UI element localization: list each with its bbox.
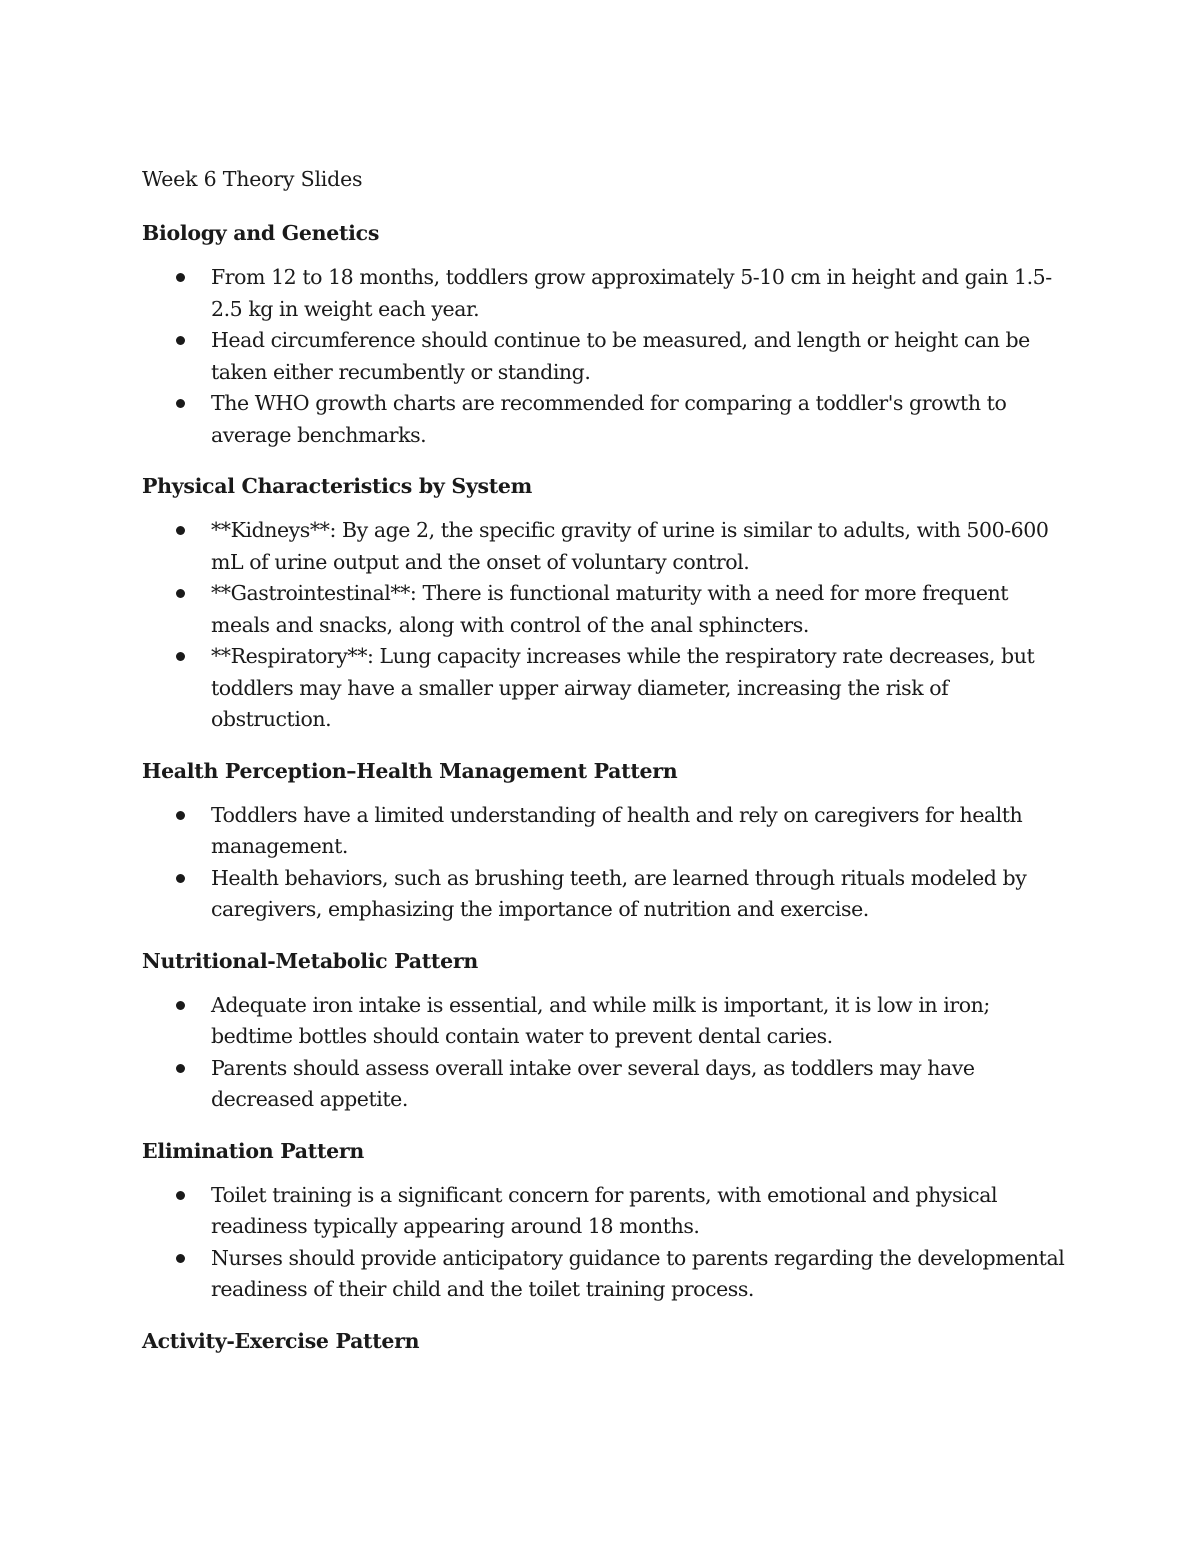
bullet-icon [176, 399, 185, 408]
section-heading: Elimination Pattern [142, 1138, 364, 1163]
bullet-icon [176, 1254, 185, 1263]
list-item-text: **Respiratory**: Lung capacity increases while the respiratory rate decreases, but toddlers may have a smaller upper airway diameter, increasing the risk of obstruction. [211, 644, 1035, 731]
section-physical-characteristics [142, 471, 1067, 736]
bullet-list [142, 262, 1067, 451]
bullet-icon [176, 336, 185, 345]
list-item [211, 262, 1067, 325]
bullet-icon [176, 589, 185, 598]
bullet-icon [176, 652, 185, 661]
section-elimination [142, 1136, 1067, 1306]
bullet-list [142, 1180, 1067, 1306]
bullet-icon [176, 874, 185, 883]
list-item [211, 1053, 1067, 1116]
list-item-text: Health behaviors, such as brushing teeth, are learned through rituals modeled by caregivers, emphasizing the importance of nutrition and exercise. [211, 865, 1027, 921]
bullet-list [142, 990, 1067, 1116]
list-item-text: Toilet training is a significant concern for parents, with emotional and physical readiness typically appearing around 18 months. [211, 1182, 998, 1238]
section-heading: Activity-Exercise Pattern [142, 1328, 420, 1353]
section-heading: Nutritional-Metabolic Pattern [142, 948, 478, 973]
section-biology-genetics [142, 218, 1067, 451]
bullet-icon [176, 526, 185, 535]
list-item [211, 1180, 1067, 1243]
bullet-icon [176, 1064, 185, 1073]
bullet-list [142, 515, 1067, 736]
section-activity-exercise [142, 1326, 1067, 1356]
list-item [211, 578, 1067, 641]
list-item-text: **Gastrointestinal**: There is functional maturity with a need for more frequent meals and snacks, along with control of the anal sphincters. [211, 581, 1009, 637]
document-page [142, 164, 1067, 1376]
bullet-list [142, 800, 1067, 926]
list-item [211, 515, 1067, 578]
list-item-text: **Kidneys**: By age 2, the specific gravity of urine is similar to adults, with 500-600 mL of urine output and the onset of voluntary control. [211, 518, 1049, 574]
list-item-text: Head circumference should continue to be measured, and length or height can be taken either recumbently or standing. [211, 328, 1030, 384]
section-heading: Physical Characteristics by System [142, 474, 533, 498]
section-heading: Health Perception–Health Management Pattern [142, 758, 678, 783]
bullet-icon [176, 811, 185, 820]
list-item [211, 990, 1067, 1053]
list-item [211, 388, 1067, 451]
document-title: Week 6 Theory Slides [142, 167, 363, 191]
list-item-text: The WHO growth charts are recommended for comparing a toddler's growth to average benchmarks. [211, 391, 1007, 447]
list-item-text: Adequate iron intake is essential, and while milk is important, it is low in iron; bedtime bottles should contain water to prevent dental caries. [211, 992, 990, 1048]
bullet-icon [176, 1001, 185, 1010]
list-item [211, 863, 1067, 926]
section-nutritional-metabolic [142, 946, 1067, 1116]
bullet-icon [176, 273, 185, 282]
list-item [211, 1243, 1067, 1306]
list-item [211, 800, 1067, 863]
list-item [211, 325, 1067, 388]
bullet-icon [176, 1191, 185, 1200]
section-heading: Biology and Genetics [142, 221, 380, 245]
list-item-text: Nurses should provide anticipatory guidance to parents regarding the developmental readiness of their child and the toilet training process. [211, 1245, 1065, 1301]
list-item-text: Parents should assess overall intake over several days, as toddlers may have decreased appetite. [211, 1055, 975, 1111]
list-item [211, 641, 1067, 736]
list-item-text: From 12 to 18 months, toddlers grow approximately 5-10 cm in height and gain 1.5-2.5 kg in weight each year. [211, 265, 1052, 321]
list-item-text: Toddlers have a limited understanding of health and rely on caregivers for health management. [211, 802, 1023, 858]
section-health-perception [142, 756, 1067, 926]
